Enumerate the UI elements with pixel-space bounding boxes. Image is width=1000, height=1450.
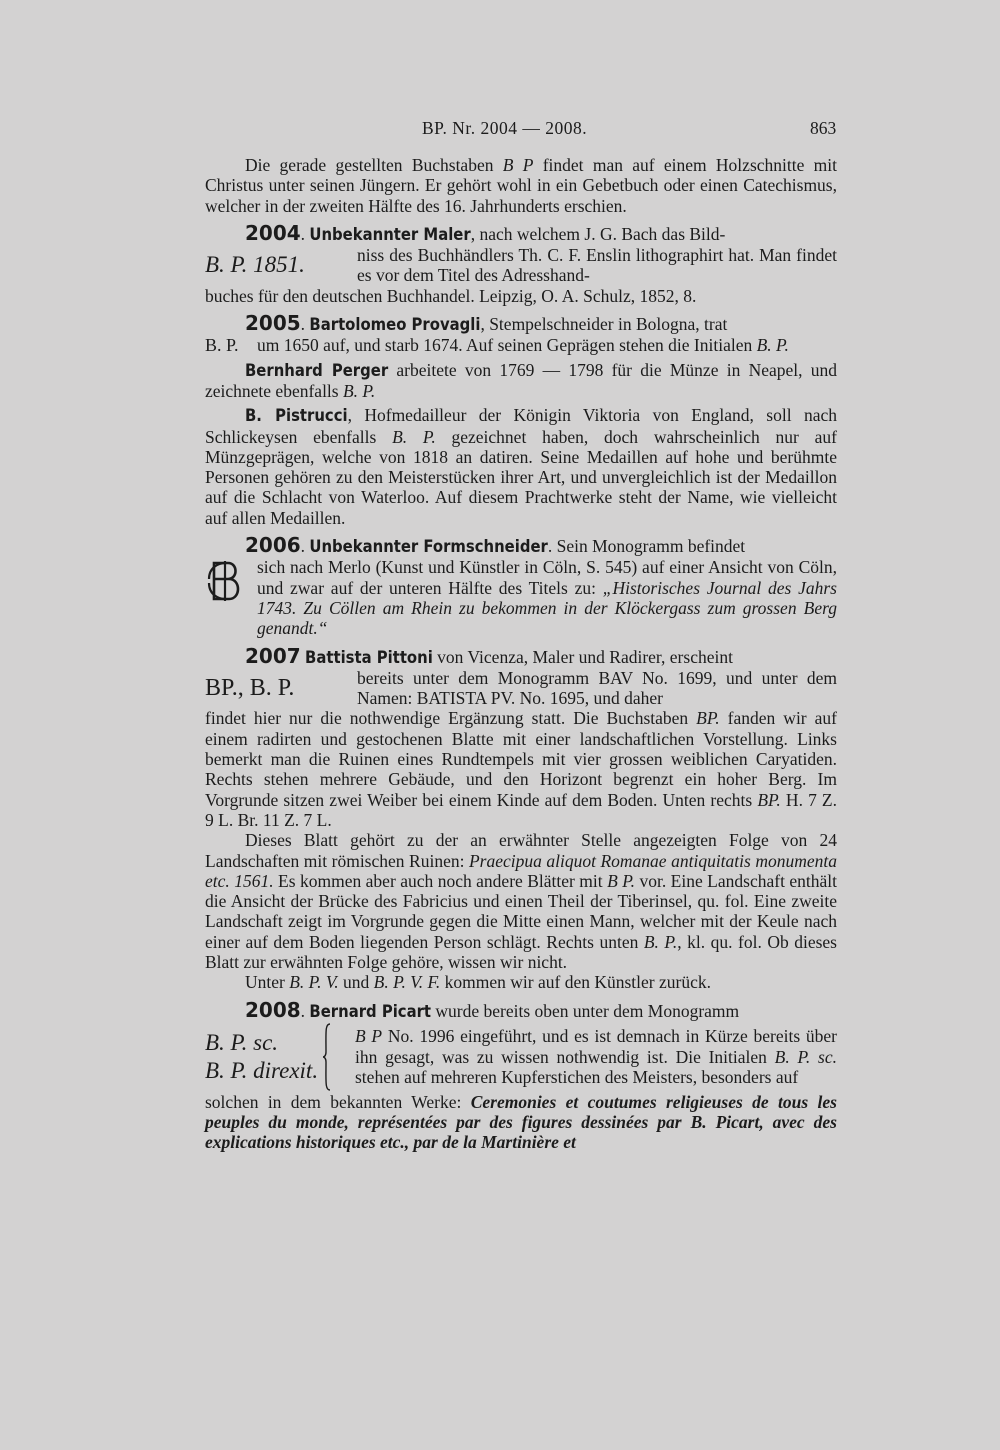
entry-2006-side: sich nach Merlo (Kunst und Künstler in Cöln, S. 545) auf einer Ansicht von Cöln, und zwar auf der unteren Hälfte des Titels zu: „Historisches Journal des Jahrs 1743. Zu Cöllen am Rhein zu bekommen in der Klöckergass zum grossen Berg genandt.“ <box>205 557 837 638</box>
artist-name: Battista Pittoni <box>305 647 433 667</box>
entry-2004: 2004. Unbekannter Maler, nach welchem J. G. Bach das Bild- B. P. 1851. niss des Buchhändlers Th. C. F. Enslin lithographirt hat. Man findet es vor dem Titel des Adresshand- buches für den deutschen Buchhandel. Leipzig, O. A. Schulz, 1852, 8. <box>205 220 837 306</box>
entry-2007-para-2: Dieses Blatt gehört zu der an erwähnter Stelle angezeigten Folge von 24 Landschaften mit römischen Ruinen: Praecipua aliquot Romanae antiquitatis monumenta etc. 1561. Es kommen aber auch noch andere Blätter mit B P. vor. Eine Landschaft enthält die Ansicht der Brücke des Fabricius und einen Theil der Tiberinsel, qu. fol. Eine zweite Landschaft zeigt im Vorgrunde gegen die Mitte einen Mann, welcher mit der Keule nach einer auf dem Boden liegenden Person schlägt. Rechts unten B. P., kl. qu. fol. Ob dieses Blatt zur erwähnten Folge gehöre, wissen wir nicht. <box>205 830 837 972</box>
artist-name: Bernard Picart <box>309 1001 432 1021</box>
entry-2007 <box>205 643 837 993</box>
entry-2007-para-1: findet hier nur die nothwendige Ergänzung statt. Die Buchstaben BP. fanden wir auf einem radirten und gestochenen Blatte mit einer landschaftlichen Vorstellung. Links bemerkt man die Ruinen eines Rundtempels mit vier grossen weiblichen Caryatiden. Rechts stehen mehrere Gebäude, und den Horizont begrenzt ein hoher Berg. Im Vorgrunde sitzen zwei Weiber bei einem Kinde auf dem Boden. Unten rechts BP. H. 7 Z. 9 L. Br. 11 Z. 7 L. <box>205 708 837 830</box>
entry-2005-side: B. P. um 1650 auf, und starb 1674. Auf seinen Geprägen stehen die Initialen B. P. <box>205 335 789 356</box>
entry-number: 2004 <box>245 220 301 245</box>
monogram-icon <box>205 557 247 605</box>
monogram-label: BP., B. P. <box>205 674 295 701</box>
page-body <box>205 155 837 1153</box>
intro-paragraph: Die gerade gestellten Buchstaben B P findet man auf einem Holzschnitte mit Christus unter seinen Jüngern. Er gehört wohl in ein Gebetbuch oder einen Catechismus, welcher in der zweiten Hälfte des 16. Jahrhunderts erschien. <box>205 155 837 216</box>
entry-2008-side: B. P. sc. B. P. direxit. B P No. 1996 eingeführt, und es ist demnach in Kürze bereits über ihn gesagt, was zu wissen nothwendig ist. Die Initialen B. P. sc. stehen auf mehreren Kupferstichen des Meisters, besonders auf <box>205 1022 837 1092</box>
entry-2004-side: B. P. 1851. niss des Buchhändlers Th. C. F. Enslin lithographirt hat. Man findet es vor dem Titel des Adresshand- <box>205 245 837 286</box>
entry-2007-side: BP., B. P. bereits unter dem Monogramm BAV No. 1699, und unter dem Namen: BATISTA PV. No. 1695, und daher <box>205 667 837 709</box>
entry-2005 <box>205 313 837 528</box>
entry-2008 <box>205 997 837 1153</box>
entry-2007-head: 2007 Battista Pittoni von Vicenza, Maler und Radirer, erscheint <box>245 643 733 668</box>
artist-name: Bartolomeo Provagli <box>309 315 481 335</box>
brace-icon <box>322 1022 332 1092</box>
entry-2006-head: 2006. Unbekannter Formschneider. Sein Monogramm befindet <box>245 533 746 558</box>
entry-2005-head: 2005. Bartolomeo Provagli, Stempelschneider in Bologna, trat <box>245 311 728 336</box>
monogram-label-1: B. P. sc. <box>205 1029 279 1055</box>
entry-2004-head: 2004. Unbekannter Maler, nach welchem J. G. Bach das Bild- <box>245 220 726 245</box>
artist-name: Unbekannter Maler <box>309 224 471 244</box>
entry-2006 <box>205 535 837 638</box>
entry-2008-tail: solchen in dem bekannten Werke: Ceremonies et coutumes religieuses de tous les peuples du monde, représentées par des figures dessinées par B. Picart, avec des explications historiques etc., par de la Martinière et <box>205 1091 837 1153</box>
entry-number: 2008 <box>245 997 301 1022</box>
monogram-label-2: B. P. direxit. <box>205 1057 319 1083</box>
monogram-label: B. P. <box>205 335 239 356</box>
entry-number: 2005 <box>245 311 301 336</box>
entry-2007-para-3: Unter B. P. V. und B. P. V. F. kommen wir auf den Künstler zurück. <box>245 972 711 993</box>
monogram-label: B. P. 1851. <box>205 252 305 278</box>
entry-number: 2006 <box>245 533 301 558</box>
entry-number: 2007 <box>245 643 301 668</box>
entry-2008-head: 2008. Bernard Picart wurde bereits oben unter dem Monogramm <box>245 997 740 1022</box>
subentry-pistrucci: B. Pistrucci, Hofmedailleur der Königin Viktoria von England, soll nach Schlickeysen ebenfalls B. P. gezeichnet haben, doch wahrscheinlich nur auf Münzgeprägen, welche von 1818 an datiren. Seine Medaillen auf hohe und berühmte Personen gehören zu den Meisterstücken ihrer Art, und unvergleichlich ist der Medaillon auf die Schlacht von Waterloo. Auf diesem Prachtwerke steht der Name, wie vielleicht auf allen Medaillen. <box>205 405 837 528</box>
running-title: BP. Nr. 2004 — 2008. <box>422 118 588 138</box>
artist-name: Unbekannter Formschneider <box>309 537 548 557</box>
subentry-perger: Bernhard Perger arbeitete von 1769 — 1798 für die Münze in Neapel, und zeichnete ebenfalls B. P. <box>205 359 837 401</box>
page-number: 863 <box>810 118 837 138</box>
